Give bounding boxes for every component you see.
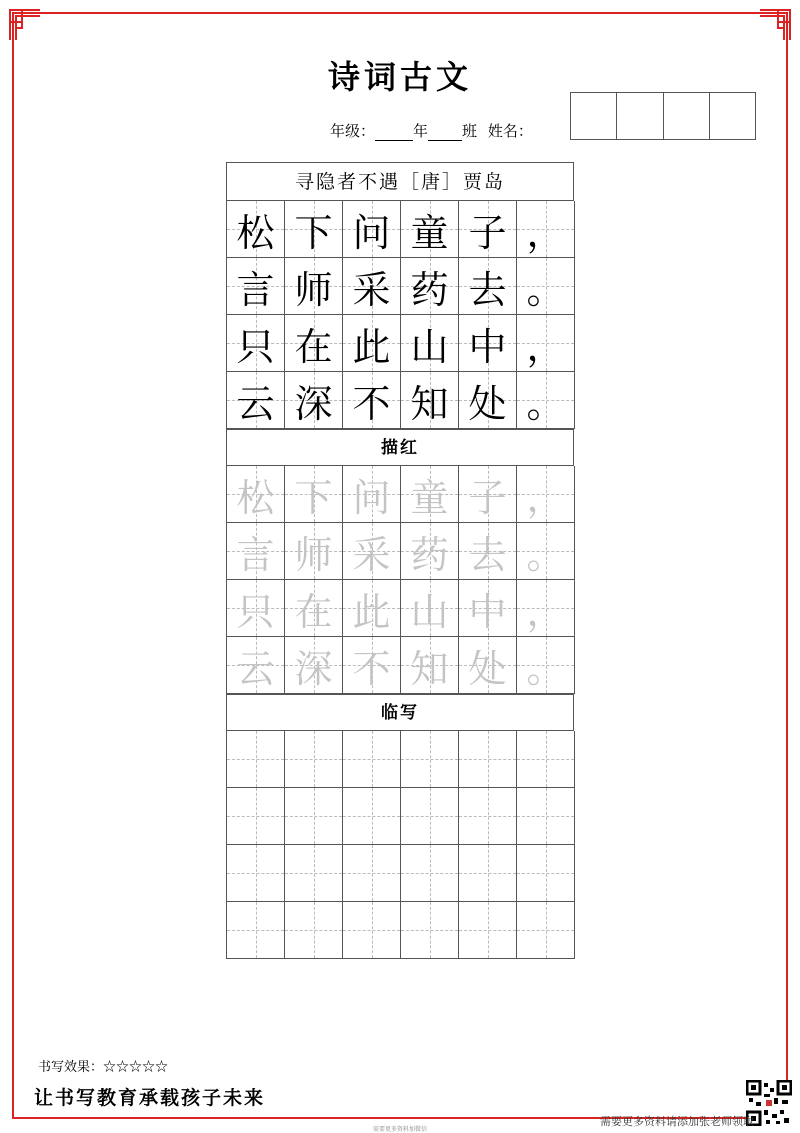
character: 处 [468, 381, 507, 426]
character: 去 [468, 532, 507, 577]
character: 。 [526, 532, 565, 577]
class-blank[interactable] [428, 126, 462, 141]
character-cell [285, 580, 343, 637]
character: 深 [294, 381, 333, 426]
character: 处 [468, 646, 507, 691]
character: 不 [352, 646, 391, 691]
slogan: 让书写教育承载孩子未来 [34, 1087, 266, 1109]
writing-cell[interactable] [401, 902, 459, 959]
page-title: 诗词古文 [327, 58, 472, 96]
character-cell [227, 580, 285, 637]
character-cell [401, 258, 459, 315]
character-cell [227, 466, 285, 523]
character: 深 [294, 646, 333, 691]
corner-ornament-top-left [8, 8, 42, 42]
character-cell [343, 466, 401, 523]
character: 在 [294, 324, 333, 369]
writing-cell[interactable] [517, 845, 575, 902]
character-cell [343, 523, 401, 580]
poem-grid [226, 200, 574, 429]
character: 问 [352, 475, 391, 520]
character: 中 [468, 589, 507, 634]
character-cell [401, 201, 459, 258]
character-cell [401, 523, 459, 580]
character-cell [401, 637, 459, 694]
character: 药 [410, 532, 449, 577]
character-cell [459, 523, 517, 580]
character-cell [227, 523, 285, 580]
character: 不 [352, 381, 391, 426]
practice-sheet [226, 162, 574, 959]
character-cell [401, 580, 459, 637]
character-cell [401, 372, 459, 429]
character: 下 [294, 210, 333, 255]
character: 童 [410, 210, 449, 255]
character-cell [285, 466, 343, 523]
character-cell [401, 315, 459, 372]
character: 。 [526, 381, 565, 426]
trace-grid [226, 465, 574, 694]
poem-heading: 寻隐者不遇［唐］贾岛 [226, 162, 574, 200]
writing-cell[interactable] [285, 845, 343, 902]
character-cell [517, 258, 575, 315]
character-cell [343, 580, 401, 637]
writing-cell[interactable] [227, 788, 285, 845]
grade-blank[interactable] [375, 126, 413, 141]
character: 药 [410, 267, 449, 312]
copy-grid [226, 730, 574, 959]
writing-cell[interactable] [343, 788, 401, 845]
character: 言 [236, 532, 275, 577]
character-cell [459, 258, 517, 315]
writing-cell[interactable] [517, 731, 575, 788]
character-cell [517, 372, 575, 429]
character: 采 [352, 267, 391, 312]
writing-cell[interactable] [459, 731, 517, 788]
character: 师 [294, 532, 333, 577]
character-cell [343, 201, 401, 258]
contact-note: 需要更多资料请添加张老师领取 [600, 1115, 754, 1128]
name-cell[interactable] [710, 93, 755, 139]
character: ， [526, 475, 565, 520]
character-cell [459, 201, 517, 258]
character-cell [227, 372, 285, 429]
character-cell [343, 258, 401, 315]
character: 。 [526, 646, 565, 691]
writing-cell[interactable] [459, 902, 517, 959]
character-cell [401, 466, 459, 523]
character-cell [459, 372, 517, 429]
name-cell[interactable] [617, 93, 663, 139]
writing-cell[interactable] [459, 788, 517, 845]
writing-cell[interactable] [285, 902, 343, 959]
writing-cell[interactable] [517, 902, 575, 959]
character: 。 [526, 267, 565, 312]
character-cell [285, 372, 343, 429]
character-cell [285, 258, 343, 315]
writing-cell[interactable] [227, 731, 285, 788]
character: 中 [468, 324, 507, 369]
character: 师 [294, 267, 333, 312]
character: 知 [410, 381, 449, 426]
name-grid[interactable] [570, 92, 756, 140]
character: 子 [468, 210, 507, 255]
character-cell [459, 466, 517, 523]
trace-section-title: 描红 [226, 429, 574, 465]
name-cell[interactable] [571, 93, 617, 139]
character: 松 [236, 475, 275, 520]
character-cell [517, 637, 575, 694]
character-cell [459, 637, 517, 694]
grade-suffix: 年 [413, 122, 429, 140]
character: 只 [236, 324, 275, 369]
character-cell [285, 315, 343, 372]
corner-ornament-top-right [758, 8, 792, 42]
character-cell [459, 315, 517, 372]
name-cell[interactable] [664, 93, 710, 139]
character-cell [285, 523, 343, 580]
character: 言 [236, 267, 275, 312]
character: 此 [352, 589, 391, 634]
character: 童 [410, 475, 449, 520]
character: ， [526, 589, 565, 634]
character-cell [227, 315, 285, 372]
character: 子 [468, 475, 507, 520]
character-cell [343, 372, 401, 429]
name-label: 姓名： [487, 122, 533, 140]
writing-cell[interactable] [401, 845, 459, 902]
character-cell [285, 201, 343, 258]
character-cell [517, 201, 575, 258]
character: 去 [468, 267, 507, 312]
character-cell [517, 466, 575, 523]
character-cell [517, 315, 575, 372]
grade-label: 年级： [330, 122, 376, 140]
character: 山 [410, 324, 449, 369]
writing-cell[interactable] [285, 788, 343, 845]
writing-cell[interactable] [401, 731, 459, 788]
writing-cell[interactable] [343, 731, 401, 788]
character: 此 [352, 324, 391, 369]
character-cell [227, 201, 285, 258]
class-label: 班 [462, 122, 478, 140]
character-cell [343, 637, 401, 694]
character-cell [517, 580, 575, 637]
student-info [330, 120, 533, 141]
character: 知 [410, 646, 449, 691]
writing-cell[interactable] [459, 845, 517, 902]
character-cell [459, 580, 517, 637]
character-cell [227, 258, 285, 315]
character: ， [526, 324, 565, 369]
character: ， [526, 210, 565, 255]
writing-cell[interactable] [343, 902, 401, 959]
writing-cell[interactable] [401, 788, 459, 845]
writing-cell[interactable] [227, 845, 285, 902]
character-cell [517, 523, 575, 580]
character: 下 [294, 475, 333, 520]
character: 问 [352, 210, 391, 255]
writing-cell[interactable] [517, 788, 575, 845]
character: 只 [236, 589, 275, 634]
character: 采 [352, 532, 391, 577]
writing-cell[interactable] [343, 845, 401, 902]
rating-label: 书写效果：☆☆☆☆☆ [38, 1060, 169, 1075]
character: 云 [236, 381, 275, 426]
character: 云 [236, 646, 275, 691]
writing-cell[interactable] [227, 902, 285, 959]
footer-fineprint: 需要更多资料加微信 [372, 1126, 427, 1133]
character: 在 [294, 589, 333, 634]
character: 山 [410, 589, 449, 634]
character-cell [343, 315, 401, 372]
character-cell [227, 637, 285, 694]
copy-section-title: 临写 [226, 694, 574, 730]
writing-cell[interactable] [285, 731, 343, 788]
character: 松 [236, 210, 275, 255]
character-cell [285, 637, 343, 694]
